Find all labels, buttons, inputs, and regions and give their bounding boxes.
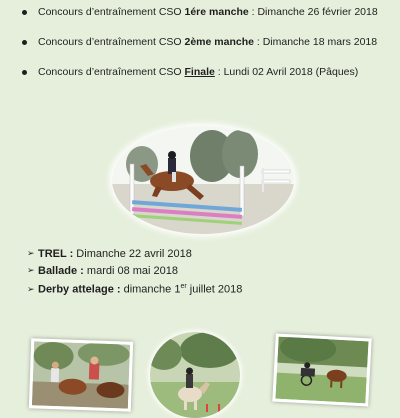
event-round: Finale (184, 66, 215, 78)
activity-date: Dimanche 22 avril 2018 (73, 248, 192, 260)
event-prefix: Concours d’entraînement CSO (38, 36, 185, 48)
activity-label: Ballade : (38, 265, 84, 277)
show-jumping-photo (112, 126, 294, 234)
activity-item (27, 280, 242, 297)
activity-item (27, 246, 192, 261)
activity-label: TREL : (38, 248, 74, 260)
activity-date: mardi 08 mai 2018 (83, 265, 179, 277)
carriage-group-photo (29, 338, 133, 412)
event-date: : Dimanche 26 février 2018 (248, 6, 378, 18)
activity-date: dimanche 1 (120, 283, 181, 296)
arrow-right-icon: ➢ (27, 265, 35, 275)
event-prefix: Concours d’entraînement CSO (38, 6, 185, 18)
arrow-right-icon: ➢ (27, 248, 35, 258)
activity-date-sup: er (180, 283, 187, 290)
event-round: 2ème manche (184, 36, 254, 48)
event-date: : Lundi 02 Avril 2018 (Pâques) (214, 66, 359, 78)
horse-riding-photo (150, 332, 240, 418)
bullet-dot-icon (22, 70, 27, 75)
event-round: 1ére manche (184, 6, 249, 18)
carriage-driving-photo (272, 334, 371, 407)
activity-item (27, 263, 178, 278)
bullet-dot-icon (22, 40, 27, 45)
arrow-right-icon: ➢ (27, 283, 35, 294)
bullet-dot-icon (22, 10, 27, 15)
activity-date-rest: juillet 2018 (186, 283, 243, 296)
event-date: : Dimanche 18 mars 2018 (253, 36, 378, 48)
activity-label: Derby attelage : (38, 283, 121, 296)
event-prefix: Concours d’entraînement CSO (38, 66, 185, 78)
